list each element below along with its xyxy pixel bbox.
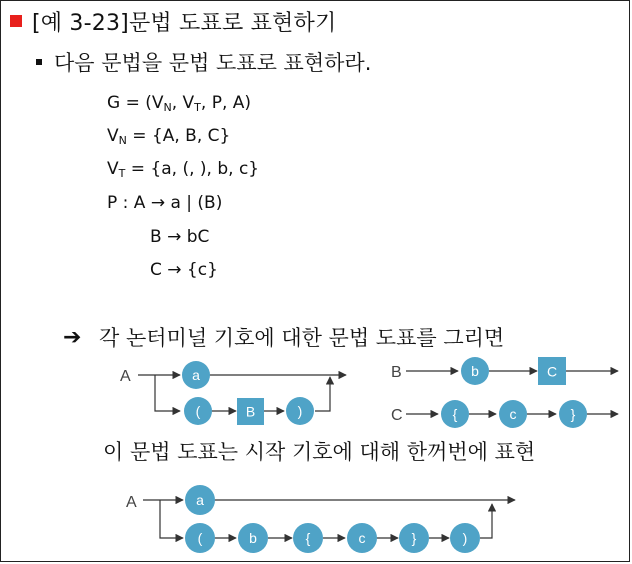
grammar-vn-line: $V_N = \{A$, B, C} — [107, 126, 231, 147]
terminal-lbrace-label: { — [452, 406, 458, 422]
nonterminal-label-b: B — [391, 364, 402, 381]
combined-terminal-rparen-label: ) — [462, 530, 468, 546]
terminal-b-label: b — [471, 363, 479, 379]
combined-terminal-rbrace-label: } — [411, 530, 417, 546]
terminal-rparen-label: ) — [297, 403, 303, 419]
terminal-rbrace-label: } — [570, 406, 576, 422]
nonterminal-label-c: C — [391, 407, 403, 424]
subtitle: 다음 문법을 문법 도표로 표현하라. — [54, 51, 372, 75]
nonterminal-label-combined-a: A — [126, 494, 137, 511]
combined-terminal-lbrace-label: { — [305, 530, 311, 546]
grammar-c-rule: C → {c} — [150, 260, 218, 280]
note2-text: 이 문법 도표는 시작 기호에 대해 한꺼번에 표현 — [103, 440, 536, 464]
diagram-b — [391, 357, 618, 385]
diagram-combined — [126, 485, 515, 553]
diagram-c — [391, 400, 618, 428]
arrow-right-icon: ➔ — [63, 324, 82, 350]
terminal-c-label: c — [509, 406, 517, 422]
grammar-g-line: $G = (V_N$, $V_T$, P, A) — [107, 93, 252, 114]
page-title: [예 3-23]문법 도표로 표현하기 — [32, 10, 337, 36]
nonterminal-label-a: A — [120, 368, 131, 385]
diagram-a — [120, 361, 346, 425]
note-text: 각 논터미널 기호에 대한 문법 도표를 그리면 — [99, 326, 505, 350]
terminal-a-label: a — [192, 367, 200, 383]
grammar-p-line: P : A → a | (B) — [107, 193, 223, 213]
grammar-b-rule: B → bC — [150, 227, 210, 247]
terminal-lparen-label: ( — [195, 403, 201, 419]
grammar-vt-line: $V_T = \{a$, (, ), b, c} — [107, 159, 260, 180]
nonterminal-box-b-label: B — [245, 403, 256, 420]
combined-terminal-lparen-label: ( — [197, 530, 203, 546]
combined-terminal-c-label: c — [358, 530, 366, 546]
nonterminal-box-c-label: C — [546, 363, 558, 380]
combined-terminal-b-label: b — [249, 530, 257, 546]
combined-terminal-a-label: a — [196, 492, 204, 508]
